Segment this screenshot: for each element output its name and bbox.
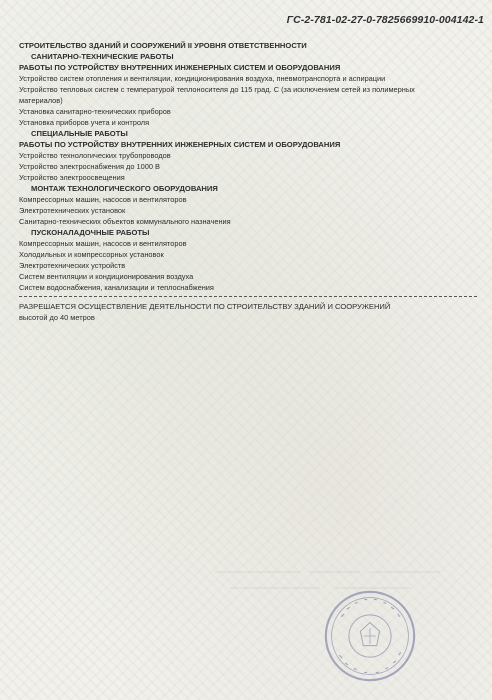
subsection-heading: СПЕЦИАЛЬНЫЕ РАБОТЫ bbox=[31, 129, 128, 138]
list-item: Холодильных и компрессорных установок bbox=[19, 250, 164, 259]
section-heading: РАБОТЫ ПО УСТРОЙСТВУ ВНУТРЕННИХ ИНЖЕНЕРНЫХ СИСТЕМ И ОБОРУДОВАНИЯ bbox=[19, 63, 341, 72]
dashed-separator bbox=[19, 296, 477, 297]
list-item: Электротехнических устройств bbox=[19, 261, 126, 270]
section-heading: СТРОИТЕЛЬСТВО ЗДАНИЙ И СООРУЖЕНИЙ II УРОВНЯ ОТВЕТСТВЕННОСТИ bbox=[19, 41, 307, 50]
list-item: Компрессорных машин, насосов и вентиляторов bbox=[19, 239, 187, 248]
subsection-heading: САНИТАРНО-ТЕХНИЧЕСКИЕ РАБОТЫ bbox=[31, 52, 174, 61]
official-seal-stamp bbox=[322, 588, 418, 684]
subsection-heading: ПУСКОНАЛАДОЧНЫЕ РАБОТЫ bbox=[31, 228, 150, 237]
list-item: Устройство систем отопления и вентиляции, кондиционирования воздуха, пневмотранспорта и аспирации bbox=[19, 74, 386, 83]
list-item: Устройство технологических трубопроводов bbox=[19, 151, 171, 160]
document-body bbox=[19, 40, 479, 323]
list-item: Установка санитарно-технических приборов bbox=[19, 107, 171, 116]
permission-statement: РАЗРЕШАЕТСЯ ОСУЩЕСТВЛЕНИЕ ДЕЯТЕЛЬНОСТИ ПО СТРОИТЕЛЬСТВУ ЗДАНИЙ И СООРУЖЕНИЙ bbox=[19, 302, 391, 311]
list-item: Санитарно-технических объектов коммунального назначения bbox=[19, 217, 231, 226]
list-item: Устройство электроснабжения до 1000 В bbox=[19, 162, 160, 171]
list-item: Компрессорных машин, насосов и вентиляторов bbox=[19, 195, 187, 204]
list-item: Электротехнических установок bbox=[19, 206, 126, 215]
subsection-heading: МОНТАЖ ТЕХНОЛОГИЧЕСКОГО ОБОРУДОВАНИЯ bbox=[31, 184, 218, 193]
list-item: Систем вентиляции и кондиционирования воздуха bbox=[19, 272, 194, 281]
list-item: Устройство тепловых систем с температурой теплоносителя до 115 град. С (за исключением сетей из полимерных материалов) bbox=[19, 85, 415, 105]
section-heading: РАБОТЫ ПО УСТРОЙСТВУ ВНУТРЕННИХ ИНЖЕНЕРНЫХ СИСТЕМ И ОБОРУДОВАНИЯ bbox=[19, 140, 341, 149]
document-number: ГС-2-781-02-27-0-7825669910-004142-1 bbox=[286, 14, 484, 26]
list-item: Установка приборов учета и контроля bbox=[19, 118, 150, 127]
list-item: Устройство электроосвещения bbox=[19, 173, 125, 182]
list-item: Систем водоснабжения, канализации и теплоснабжения bbox=[19, 283, 214, 292]
list-item: высотой до 40 метров bbox=[19, 313, 95, 322]
